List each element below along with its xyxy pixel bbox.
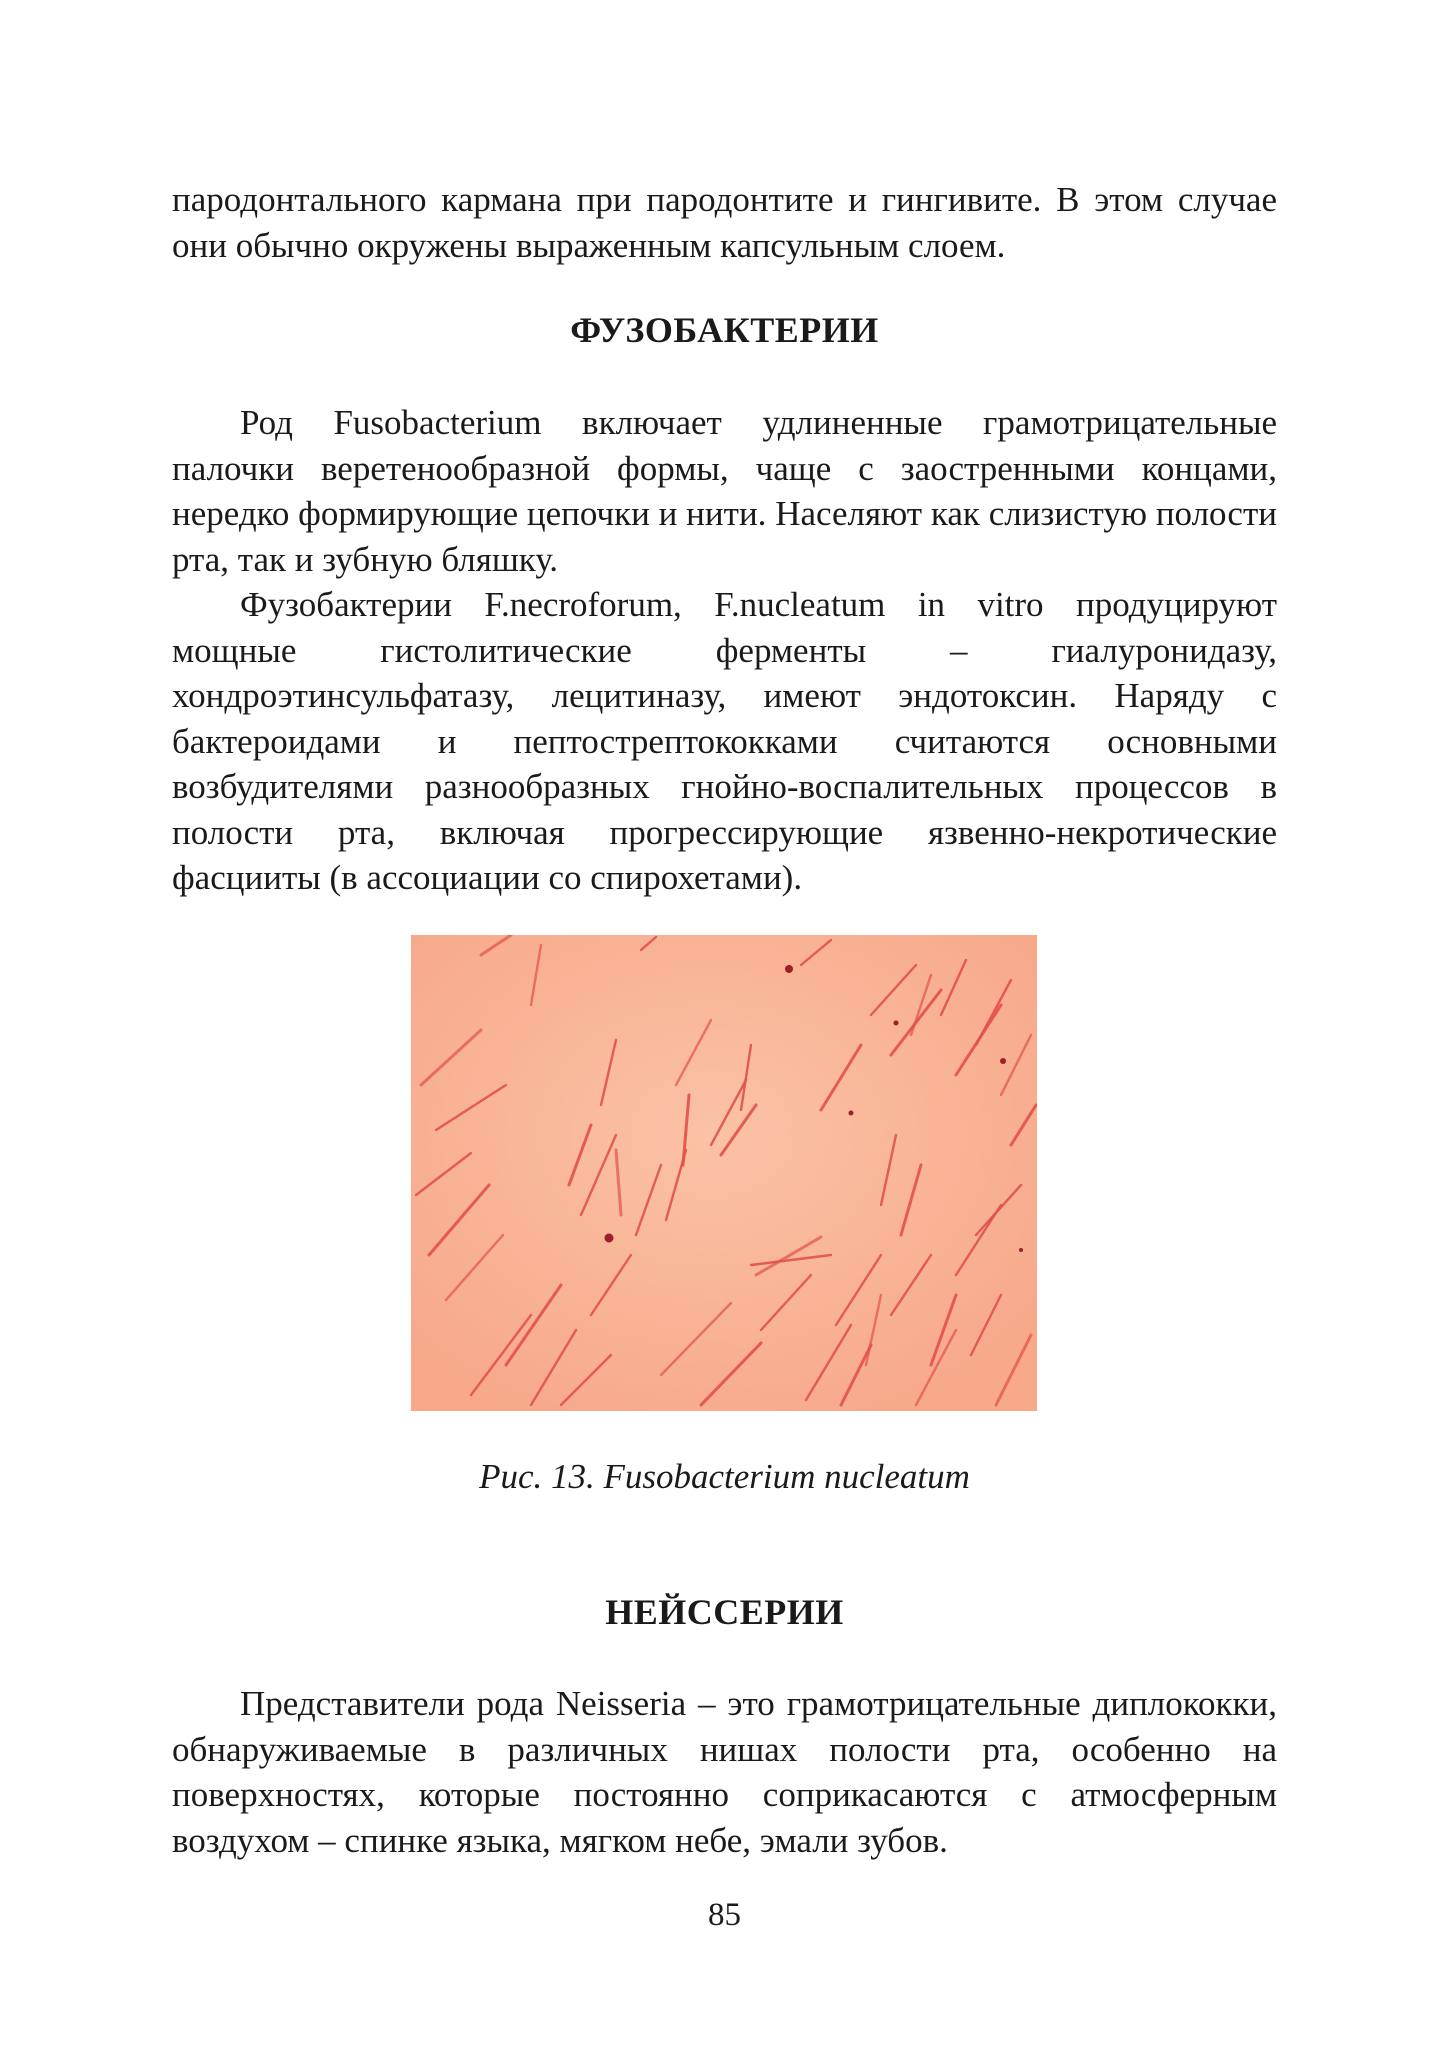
figure-caption: Рис. 13. Fusobacterium nucleatum [479,1457,970,1496]
micrograph-figure [411,935,1037,1411]
fusobacteria-paragraph-2: Фузобактерии F.necroforum, F.nucleatum in vitro продуцируют мощные гистолитические ферменты – гиалуронидазу, хондроэтинсульфатазу, лецитиназу, имеют эндотоксин. Наряду с бактероидами и пептострептококками считаются основными возбудителями разнообразных гнойно-воспалительных процессов в полости рта, включая прогрессирующие язвенно-некротические фасцииты (в ассоциации со спирохетами). [172,585,1277,897]
neisseria-paragraph-1: Представители рода Neisseria – это грамотрицательные диплококки, обнаруживаемые в различных нишах полости рта, особенно на поверхностях, которые постоянно соприкасаются с атмосферным воздухом – спинке языка, мягком небе, эмали зубов. [172,1684,1277,1860]
intro-text [172,177,1277,268]
intro-paragraph: пародонтального кармана при пародонтите и гингивите. В этом случае они обычно окружены выраженным капсульным слоем. [172,180,1277,265]
section-heading-neisseria: НЕЙССЕРИИ [605,1592,844,1632]
section-neisseria-body [172,1681,1277,1863]
fusobacterium-micrograph [411,935,1037,1411]
section-fusobacteria-body [172,400,1277,901]
micrograph-background [411,935,1037,1411]
fusobacteria-paragraph-1: Род Fusobacterium включает удлиненные грамотрицательные палочки веретенообразной формы, чаще с заостренными концами, нередко формирующие цепочки и нити. Населяют как слизистую полости рта, так и зубную бляшку. [172,403,1277,579]
section-heading-fusobacteria: ФУЗОБАКТЕРИИ [570,310,879,350]
page-number: 85 [708,1897,741,1933]
